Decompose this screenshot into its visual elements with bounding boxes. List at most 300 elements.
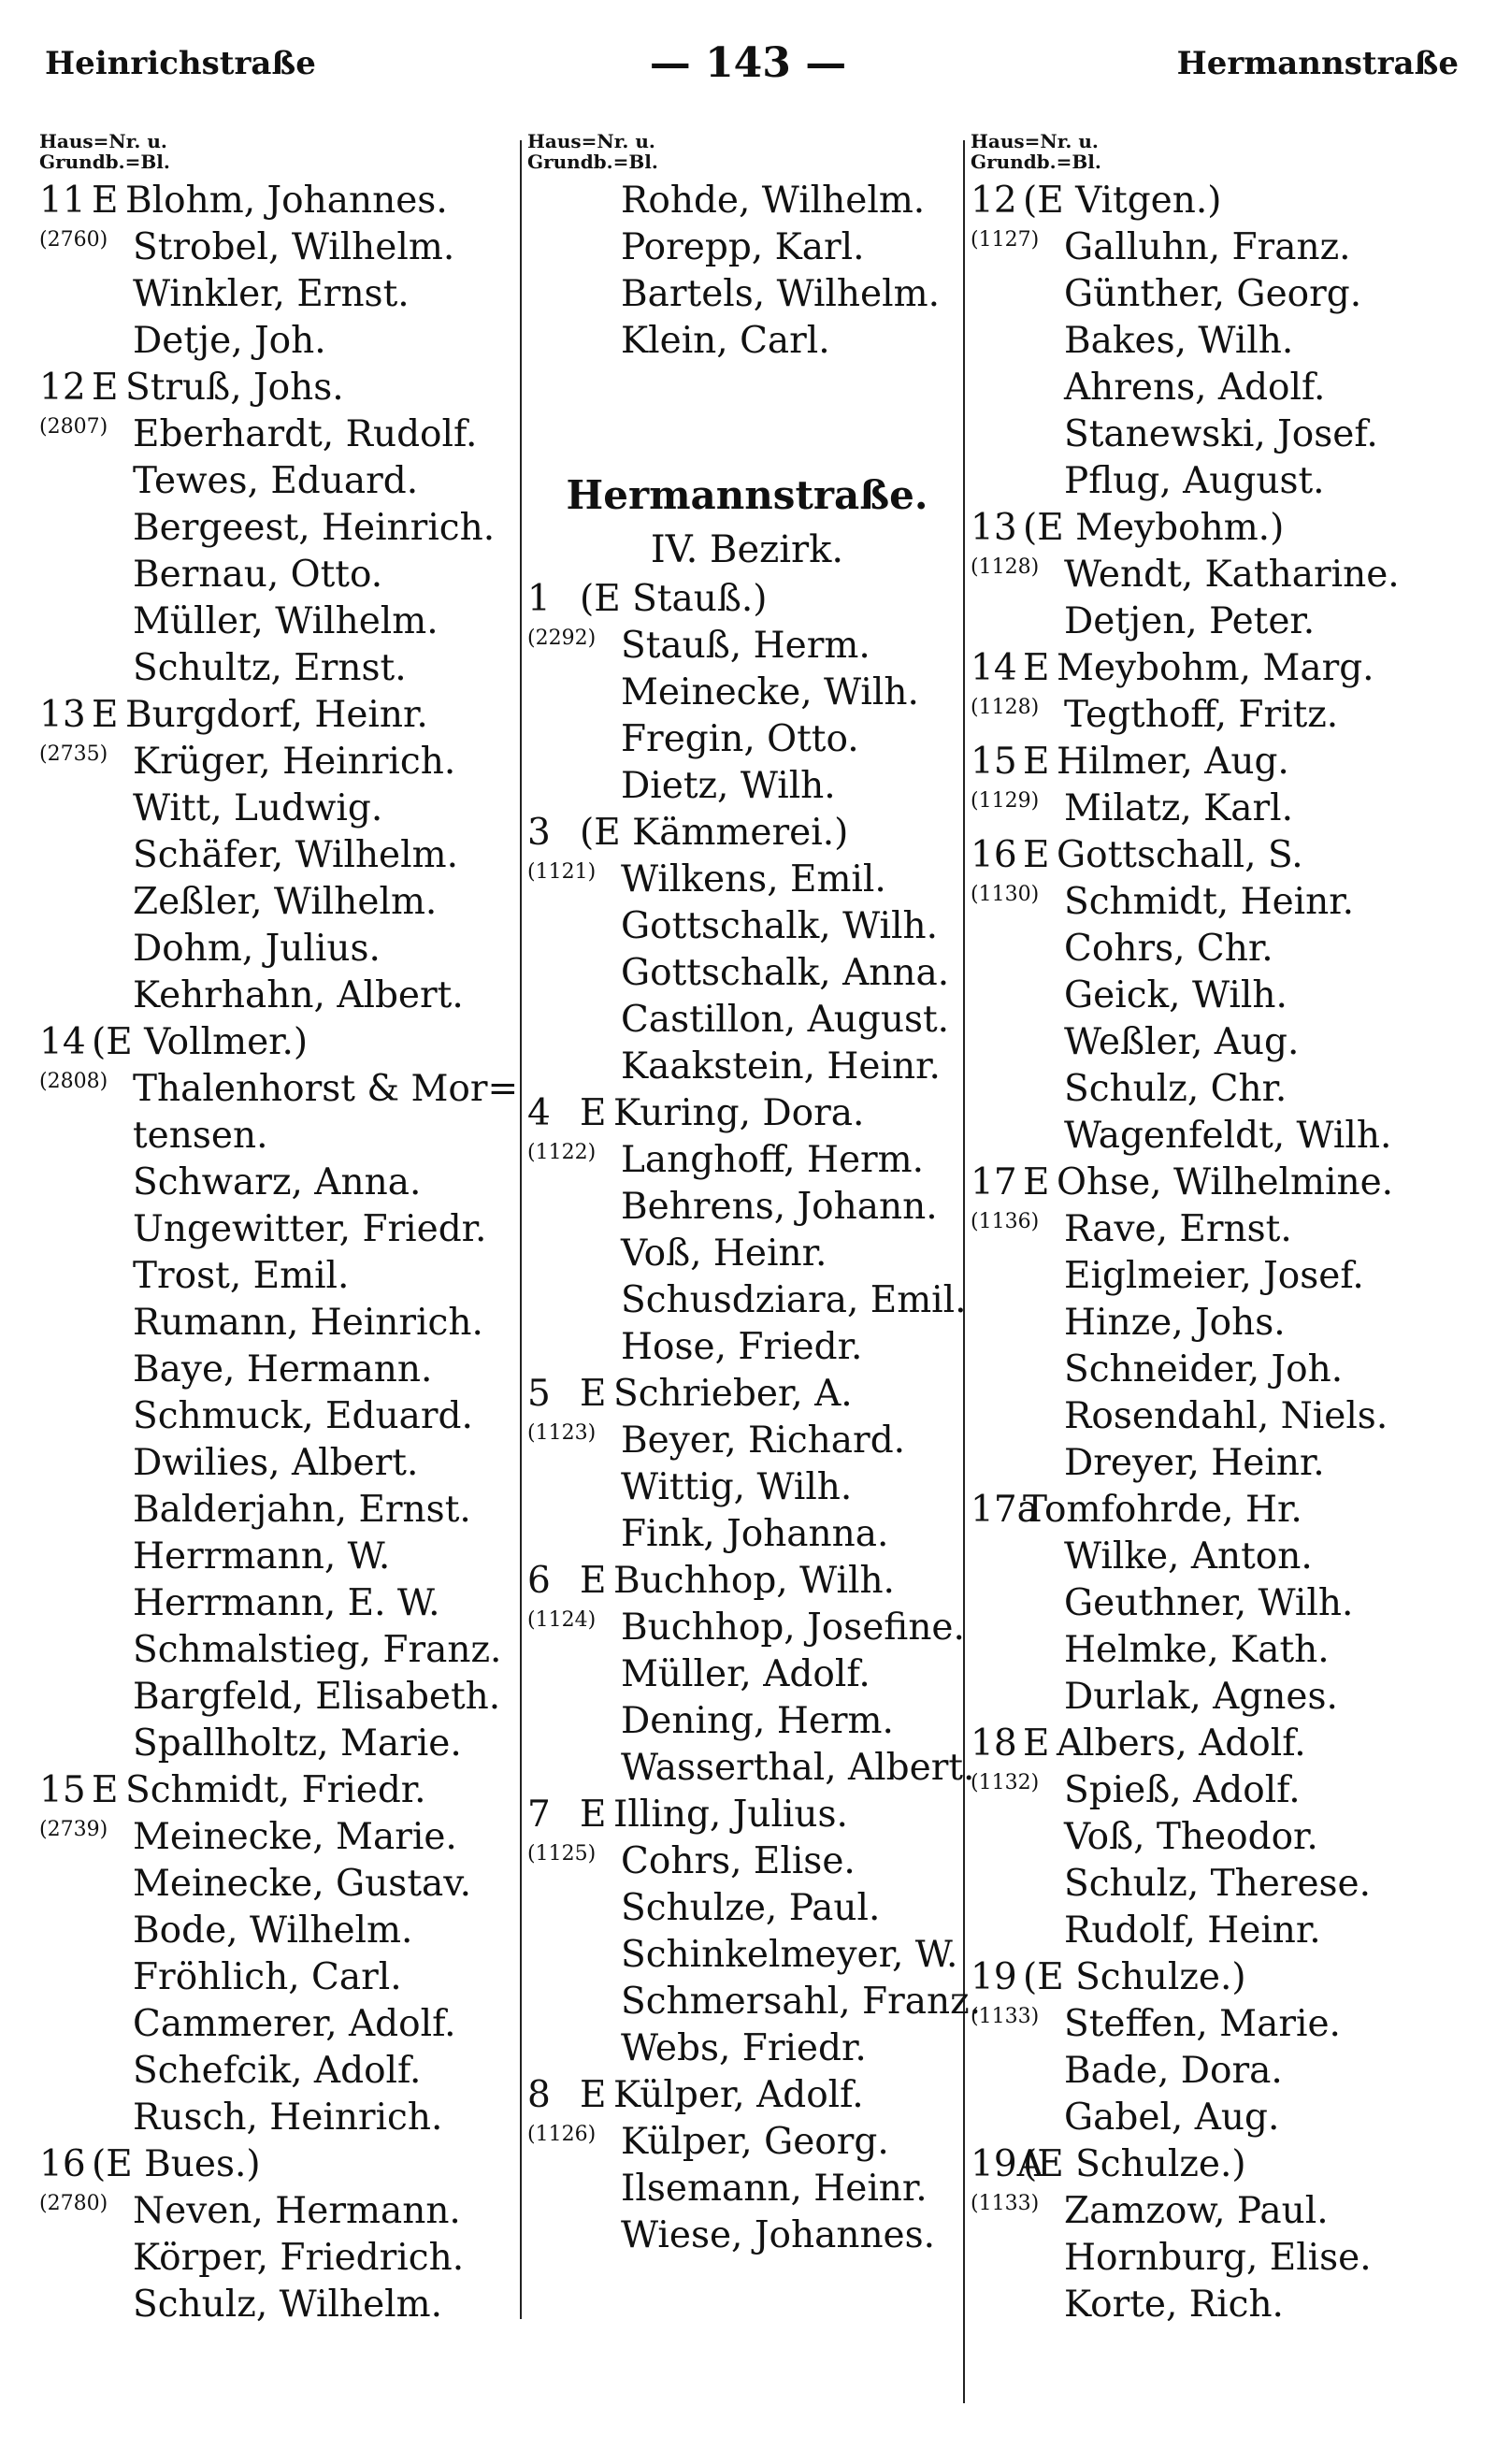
resident-name: Castillon, August. [621, 999, 950, 1041]
resident-name: (E Stauß.) [580, 578, 768, 620]
resident-name: Wilke, Anton. [1064, 1535, 1313, 1578]
page-number: — 143 — [649, 39, 847, 87]
entry-line [971, 1206, 1457, 1253]
resident-name: Günther, Georg. [1064, 273, 1362, 315]
resident-name: Wasserthal, Albert. [621, 1747, 975, 1789]
resident-name: Tewes, Eduard. [133, 460, 419, 502]
resident-name: Stanewski, Josef. [1064, 413, 1378, 455]
resident-name: Meinecke, Wilh. [621, 671, 919, 713]
entry-line [527, 1464, 967, 1511]
resident-name: Kaakstein, Heinr. [621, 1045, 941, 1088]
house-number: 4 [527, 1092, 551, 1134]
entry-line [971, 505, 1457, 552]
resident-name: Buchhop, Wilh. [613, 1560, 895, 1602]
resident-name: Schmuck, Eduard. [133, 1395, 473, 1437]
house-number: 16 [971, 834, 1017, 876]
entry-line [527, 1511, 967, 1558]
resident-name: (E Bues.) [92, 2143, 261, 2185]
section-subtitle: IV. Bezirk. [650, 528, 844, 571]
grundbuch-number: (1129) [971, 789, 1040, 813]
resident-name: Galluhn, Franz. [1064, 226, 1351, 268]
resident-name: Dietz, Wilh. [621, 765, 836, 807]
resident-name: Hornburg, Elise. [1064, 2237, 1372, 2279]
entry-line [527, 1885, 967, 1932]
grundbuch-number: (1121) [527, 860, 597, 884]
resident-name: Voß, Heinr. [621, 1232, 827, 1275]
resident-name: Herrmann, E. W. [133, 1582, 440, 1624]
resident-name: Bartels, Wilhelm. [621, 273, 940, 315]
entry-line [39, 739, 516, 785]
entry-line [527, 1231, 967, 1277]
entry-line [971, 1767, 1457, 1814]
entry-line [971, 1954, 1457, 2001]
entry-line [39, 271, 516, 318]
resident-name: Spallholtz, Marie. [133, 1722, 462, 1765]
column-header-line: Grundb.=Bl. [971, 151, 1101, 173]
entry-line [39, 1019, 516, 1066]
entry-line [527, 2025, 967, 2072]
owner-marker: E [1023, 647, 1050, 689]
entry-list [39, 178, 519, 2328]
entry-line [39, 2235, 516, 2282]
entry-line [39, 598, 516, 645]
entry-line [971, 879, 1457, 926]
resident-name: Albers, Adolf. [1057, 1722, 1306, 1765]
column-header [527, 131, 967, 172]
grundbuch-number: (1128) [971, 555, 1040, 579]
entry-line [39, 1206, 516, 1253]
resident-name: Bakes, Wilh. [1064, 320, 1294, 362]
owner-marker: E [92, 694, 119, 736]
resident-name: Illing, Julius. [613, 1794, 848, 1836]
entry-line [971, 271, 1457, 318]
entry-line [971, 224, 1457, 271]
column-3 [971, 131, 1457, 2328]
grundbuch-number: (1122) [527, 1141, 597, 1164]
entry-line [39, 2048, 516, 2095]
entry-line [39, 224, 516, 271]
column-2 [527, 130, 982, 2259]
house-number: 14 [971, 647, 1017, 689]
resident-name: Schäfer, Wilhelm. [133, 834, 458, 876]
resident-name: Krüger, Heinrich. [133, 741, 456, 783]
entry-line [971, 178, 1457, 224]
house-number: 18 [971, 1722, 1017, 1765]
resident-name: Müller, Adolf. [621, 1653, 870, 1695]
resident-name: Spieß, Adolf. [1064, 1769, 1301, 1811]
resident-name: (E Meybohm.) [1023, 507, 1285, 549]
house-number: 16 [39, 2143, 86, 2185]
resident-name: Eiglmeier, Josef. [1064, 1255, 1364, 1297]
entry-line [971, 1347, 1457, 1393]
entry-line [527, 2119, 967, 2166]
resident-name: Gottschalk, Wilh. [621, 905, 938, 947]
running-head-left: Heinrichstraße [45, 45, 316, 82]
grundbuch-number: (1127) [971, 228, 1040, 252]
resident-name: Neven, Hermann. [133, 2190, 461, 2232]
resident-name: Bergeest, Heinrich. [133, 507, 496, 549]
resident-name: Tegthoff, Fritz. [1064, 694, 1339, 736]
resident-name: (E Kämmerei.) [580, 812, 849, 854]
entry-line [39, 1954, 516, 2001]
resident-name: Behrens, Johann. [621, 1186, 938, 1228]
resident-name: Rohde, Wilhelm. [621, 180, 926, 222]
resident-name: Wilkens, Emil. [621, 858, 886, 901]
entry-line [39, 1627, 516, 1674]
entry-line [971, 1627, 1457, 1674]
resident-name: Schulze, Paul. [621, 1887, 881, 1929]
column-header-line: Grundb.=Bl. [527, 151, 658, 173]
resident-name: Baye, Hermann. [133, 1348, 433, 1391]
entry-line [971, 1066, 1457, 1113]
column-header [971, 131, 1457, 172]
entry-list [527, 178, 967, 365]
entry-line [971, 2048, 1457, 2095]
column-header [39, 131, 516, 172]
resident-name: Steffen, Marie. [1064, 2003, 1341, 2045]
resident-name: Dening, Herm. [621, 1700, 894, 1742]
entry-line [39, 1393, 516, 1440]
entry-line [39, 1300, 516, 1347]
entry-line [39, 832, 516, 879]
entry-line [39, 1674, 516, 1721]
entry-line [971, 1861, 1457, 1908]
resident-name: Eberhardt, Rudolf. [133, 413, 478, 455]
entry-line [39, 1347, 516, 1393]
resident-name: Gottschall, S. [1057, 834, 1303, 876]
entry-line [39, 692, 516, 739]
resident-name: Geick, Wilh. [1064, 974, 1287, 1016]
entry-line [39, 1066, 519, 1113]
resident-name: Dreyer, Heinr. [1064, 1442, 1325, 1484]
entry-line [527, 857, 967, 903]
grundbuch-number: (1124) [527, 1608, 597, 1632]
entry-line [971, 552, 1457, 598]
entry-line [527, 716, 967, 763]
owner-marker: E [92, 1769, 119, 1811]
entry-line [39, 2001, 516, 2048]
resident-name: Tomfohrde, Hr. [1023, 1489, 1302, 1531]
resident-name: Durlak, Agnes. [1064, 1676, 1338, 1718]
resident-name: Gabel, Aug. [1064, 2097, 1280, 2139]
entry-line [527, 1277, 967, 1324]
entry-line [971, 1580, 1457, 1627]
entry-line [39, 411, 516, 458]
entry-line [971, 365, 1457, 411]
grundbuch-number: (2807) [39, 415, 108, 439]
entry-line [971, 318, 1457, 365]
entry-line [527, 2166, 967, 2212]
entry-line [39, 645, 516, 692]
owner-marker: E [580, 1373, 607, 1415]
resident-name: Zamzow, Paul. [1064, 2190, 1329, 2232]
entry-line [39, 1113, 516, 1160]
entry-line [971, 411, 1457, 458]
resident-name: Körper, Friedrich. [133, 2237, 465, 2279]
resident-name: Ungewitter, Friedr. [133, 1208, 487, 1250]
house-number: 7 [527, 1794, 551, 1836]
grundbuch-number: (1126) [527, 2123, 597, 2146]
resident-name: Cohrs, Elise. [621, 1840, 856, 1882]
owner-marker: E [92, 180, 119, 222]
entry-line [971, 926, 1457, 973]
entry-line [527, 1651, 967, 1698]
owner-marker: E [580, 2074, 607, 2116]
entry-line [39, 552, 516, 598]
grundbuch-number: (2739) [39, 1818, 108, 1841]
entry-line [971, 1814, 1457, 1861]
entry-line [39, 973, 516, 1019]
entry-line [527, 1745, 975, 1792]
resident-name: Porepp, Karl. [621, 226, 865, 268]
resident-name: Struß, Johs. [125, 367, 344, 409]
entry-line [39, 2095, 516, 2141]
resident-name: Schulz, Wilhelm. [133, 2284, 443, 2326]
resident-name: Korte, Rich. [1064, 2284, 1284, 2326]
resident-name: Schmidt, Friedr. [125, 1769, 426, 1811]
entry-line [527, 2212, 967, 2259]
resident-name: Weßler, Aug. [1064, 1021, 1300, 1063]
entry-line [971, 973, 1457, 1019]
grundbuch-number: (2780) [39, 2192, 108, 2215]
entry-line [527, 1838, 967, 1885]
house-number: 14 [39, 1021, 86, 1063]
resident-name: tensen. [133, 1115, 268, 1157]
entry-line [527, 1605, 967, 1651]
resident-name: Langhoff, Herm. [621, 1139, 925, 1181]
house-number: 19A [971, 2143, 1043, 2185]
entry-line [39, 178, 516, 224]
resident-name: Cammerer, Adolf. [133, 2003, 456, 2045]
resident-name: Rumann, Heinrich. [133, 1302, 483, 1344]
grundbuch-number: (2292) [527, 627, 597, 650]
resident-name: Schwarz, Anna. [133, 1161, 422, 1203]
entry-list [971, 178, 1457, 2328]
entry-line [527, 903, 967, 950]
entry-line [527, 1418, 967, 1464]
resident-name: Külper, Adolf. [613, 2074, 864, 2116]
resident-name: Voß, Theodor. [1064, 1816, 1318, 1858]
house-number: 19 [971, 1956, 1017, 1998]
entry-line [527, 950, 967, 997]
grundbuch-number: (1133) [971, 2005, 1040, 2028]
resident-name: Stauß, Herm. [621, 625, 870, 667]
entry-line [527, 1932, 967, 1979]
entry-line [527, 1184, 967, 1231]
entry-line [527, 1979, 982, 2025]
entry-line [39, 926, 516, 973]
resident-name: Geuthner, Wilh. [1064, 1582, 1354, 1624]
resident-name: Beyer, Richard. [621, 1419, 906, 1462]
resident-name: Wittig, Wilh. [621, 1466, 853, 1508]
house-number: 15 [971, 741, 1017, 783]
entry-line [971, 645, 1457, 692]
resident-name: Helmke, Kath. [1064, 1629, 1330, 1671]
owner-marker: E [1023, 1161, 1050, 1203]
resident-name: Hose, Friedr. [621, 1326, 863, 1368]
entry-line [971, 1393, 1457, 1440]
resident-name: Schusdziara, Emil. [621, 1279, 967, 1321]
resident-name: Zeßler, Wilhelm. [133, 881, 438, 923]
house-number: 3 [527, 812, 551, 854]
entry-line [527, 224, 967, 271]
resident-name: Schulz, Chr. [1064, 1068, 1287, 1110]
entry-line [39, 1440, 516, 1487]
entry-line [39, 365, 516, 411]
entry-line [527, 1698, 967, 1745]
entry-line [971, 785, 1457, 832]
owner-marker: E [580, 1092, 607, 1134]
resident-name: Schmidt, Heinr. [1064, 881, 1355, 923]
entry-line [971, 1487, 1457, 1534]
entry-line [39, 2282, 516, 2328]
column-1 [39, 130, 519, 2328]
entry-line [971, 832, 1457, 879]
resident-name: Bode, Wilhelm. [133, 1909, 413, 1952]
resident-name: Bade, Dora. [1064, 2050, 1283, 2092]
entry-line [39, 1814, 516, 1861]
entry-line [527, 271, 967, 318]
resident-name: Müller, Wilhelm. [133, 600, 439, 642]
resident-name: Wendt, Katharine. [1064, 554, 1400, 596]
resident-name: Buchhop, Josefine. [621, 1607, 965, 1649]
entry-line [39, 2141, 516, 2188]
resident-name: Detje, Joh. [133, 320, 326, 362]
resident-name: Kehrhahn, Albert. [133, 974, 464, 1016]
resident-name: Fregin, Otto. [621, 718, 859, 760]
resident-name: Trost, Emil. [133, 1255, 350, 1297]
house-number: 13 [971, 507, 1017, 549]
entry-line [971, 1674, 1457, 1721]
entry-line [39, 2188, 516, 2235]
house-number: 12 [39, 367, 86, 409]
entry-line [527, 623, 967, 670]
grundbuch-number: (2760) [39, 228, 108, 252]
entry-line [971, 1908, 1457, 1954]
house-number: 5 [527, 1373, 551, 1415]
resident-name: Schmersahl, Franz. [621, 1981, 982, 2023]
entry-line [39, 1908, 516, 1954]
resident-name: Schulz, Therese. [1064, 1863, 1372, 1905]
grundbuch-number: (1133) [971, 2192, 1040, 2215]
resident-name: Winkler, Ernst. [133, 273, 410, 315]
resident-name: Ohse, Wilhelmine. [1057, 1161, 1394, 1203]
entry-line [971, 2001, 1457, 2048]
resident-name: Burgdorf, Heinr. [125, 694, 428, 736]
resident-name: Schmalstieg, Franz. [133, 1629, 502, 1671]
resident-name: Fink, Johanna. [621, 1513, 889, 1555]
entry-line [527, 670, 967, 716]
resident-name: Strobel, Wilhelm. [133, 226, 455, 268]
resident-name: Ahrens, Adolf. [1064, 367, 1326, 409]
resident-name: Pflug, August. [1064, 460, 1325, 502]
house-number: 1 [527, 578, 551, 620]
entry-line [527, 997, 967, 1044]
resident-name: Blohm, Johannes. [125, 180, 448, 222]
resident-name: Schultz, Ernst. [133, 647, 407, 689]
entry-line [39, 1861, 516, 1908]
grundbuch-number: (2735) [39, 742, 108, 766]
house-number: 13 [39, 694, 86, 736]
resident-name: Bernau, Otto. [133, 554, 383, 596]
resident-name: Schinkelmeyer, W. [621, 1934, 958, 1976]
resident-name: Milatz, Karl. [1064, 787, 1294, 829]
entry-line [527, 178, 967, 224]
resident-name: Dwilies, Albert. [133, 1442, 419, 1484]
section-title: Hermannstraße. [566, 472, 928, 518]
grundbuch-number: (2808) [39, 1070, 108, 1093]
resident-name: Wiese, Johannes. [621, 2214, 936, 2256]
grundbuch-number: (1130) [971, 883, 1040, 906]
grundbuch-number: (1125) [527, 1842, 597, 1866]
resident-name: Rosendahl, Niels. [1064, 1395, 1388, 1437]
resident-name: (E Schulze.) [1023, 2143, 1246, 2185]
entry-line [39, 505, 516, 552]
resident-name: Gottschalk, Anna. [621, 952, 950, 994]
owner-marker: E [1023, 834, 1050, 876]
entry-line [39, 879, 516, 926]
resident-name: Rusch, Heinrich. [133, 2097, 443, 2139]
entry-line [971, 1019, 1457, 1066]
house-number: 17 [971, 1161, 1017, 1203]
entry-line [39, 1253, 516, 1300]
resident-name: Schneider, Joh. [1064, 1348, 1344, 1391]
grundbuch-number: (1136) [971, 1210, 1040, 1233]
resident-name: Hilmer, Aug. [1057, 741, 1289, 783]
entry-line [971, 2095, 1457, 2141]
resident-name: Witt, Ludwig. [133, 787, 383, 829]
house-number: 11 [39, 180, 86, 222]
resident-name: (E Vollmer.) [92, 1021, 309, 1063]
resident-name: Külper, Georg. [621, 2121, 889, 2163]
column-header-line: Grundb.=Bl. [39, 151, 170, 173]
grundbuch-number: (1128) [971, 696, 1040, 719]
house-number: 6 [527, 1560, 551, 1602]
entry-line [971, 2235, 1457, 2282]
resident-name: Dohm, Julius. [133, 928, 381, 970]
entry-line [971, 1160, 1457, 1206]
entry-line [971, 739, 1457, 785]
column-header-line: Haus=Nr. u. [971, 130, 1099, 152]
resident-name: Webs, Friedr. [621, 2027, 867, 2069]
entry-line [39, 1487, 516, 1534]
resident-name: Schefcik, Adolf. [133, 2050, 422, 2092]
entry-line [971, 2188, 1457, 2235]
entry-line [39, 318, 516, 365]
grundbuch-number: (1123) [527, 1421, 597, 1445]
resident-name: Ilsemann, Heinr. [621, 2168, 928, 2210]
entry-line [39, 1534, 516, 1580]
entry-line [39, 1721, 516, 1767]
resident-name: Rave, Ernst. [1064, 1208, 1292, 1250]
entry-line [971, 458, 1457, 505]
owner-marker: E [580, 1560, 607, 1602]
house-number: 12 [971, 180, 1017, 222]
entry-line [971, 1534, 1457, 1580]
resident-name: Wagenfeldt, Wilh. [1064, 1115, 1392, 1157]
resident-name: Meybohm, Marg. [1057, 647, 1374, 689]
entry-line [527, 763, 967, 810]
entry-line [39, 458, 516, 505]
entry-line [971, 2141, 1457, 2188]
house-number: 8 [527, 2074, 551, 2116]
resident-name: Klein, Carl. [621, 320, 830, 362]
house-number: 15 [39, 1769, 86, 1811]
resident-name: Hinze, Johs. [1064, 1302, 1286, 1344]
entry-line [971, 1113, 1457, 1160]
resident-name: Herrmann, W. [133, 1535, 391, 1578]
entry-line [39, 785, 516, 832]
